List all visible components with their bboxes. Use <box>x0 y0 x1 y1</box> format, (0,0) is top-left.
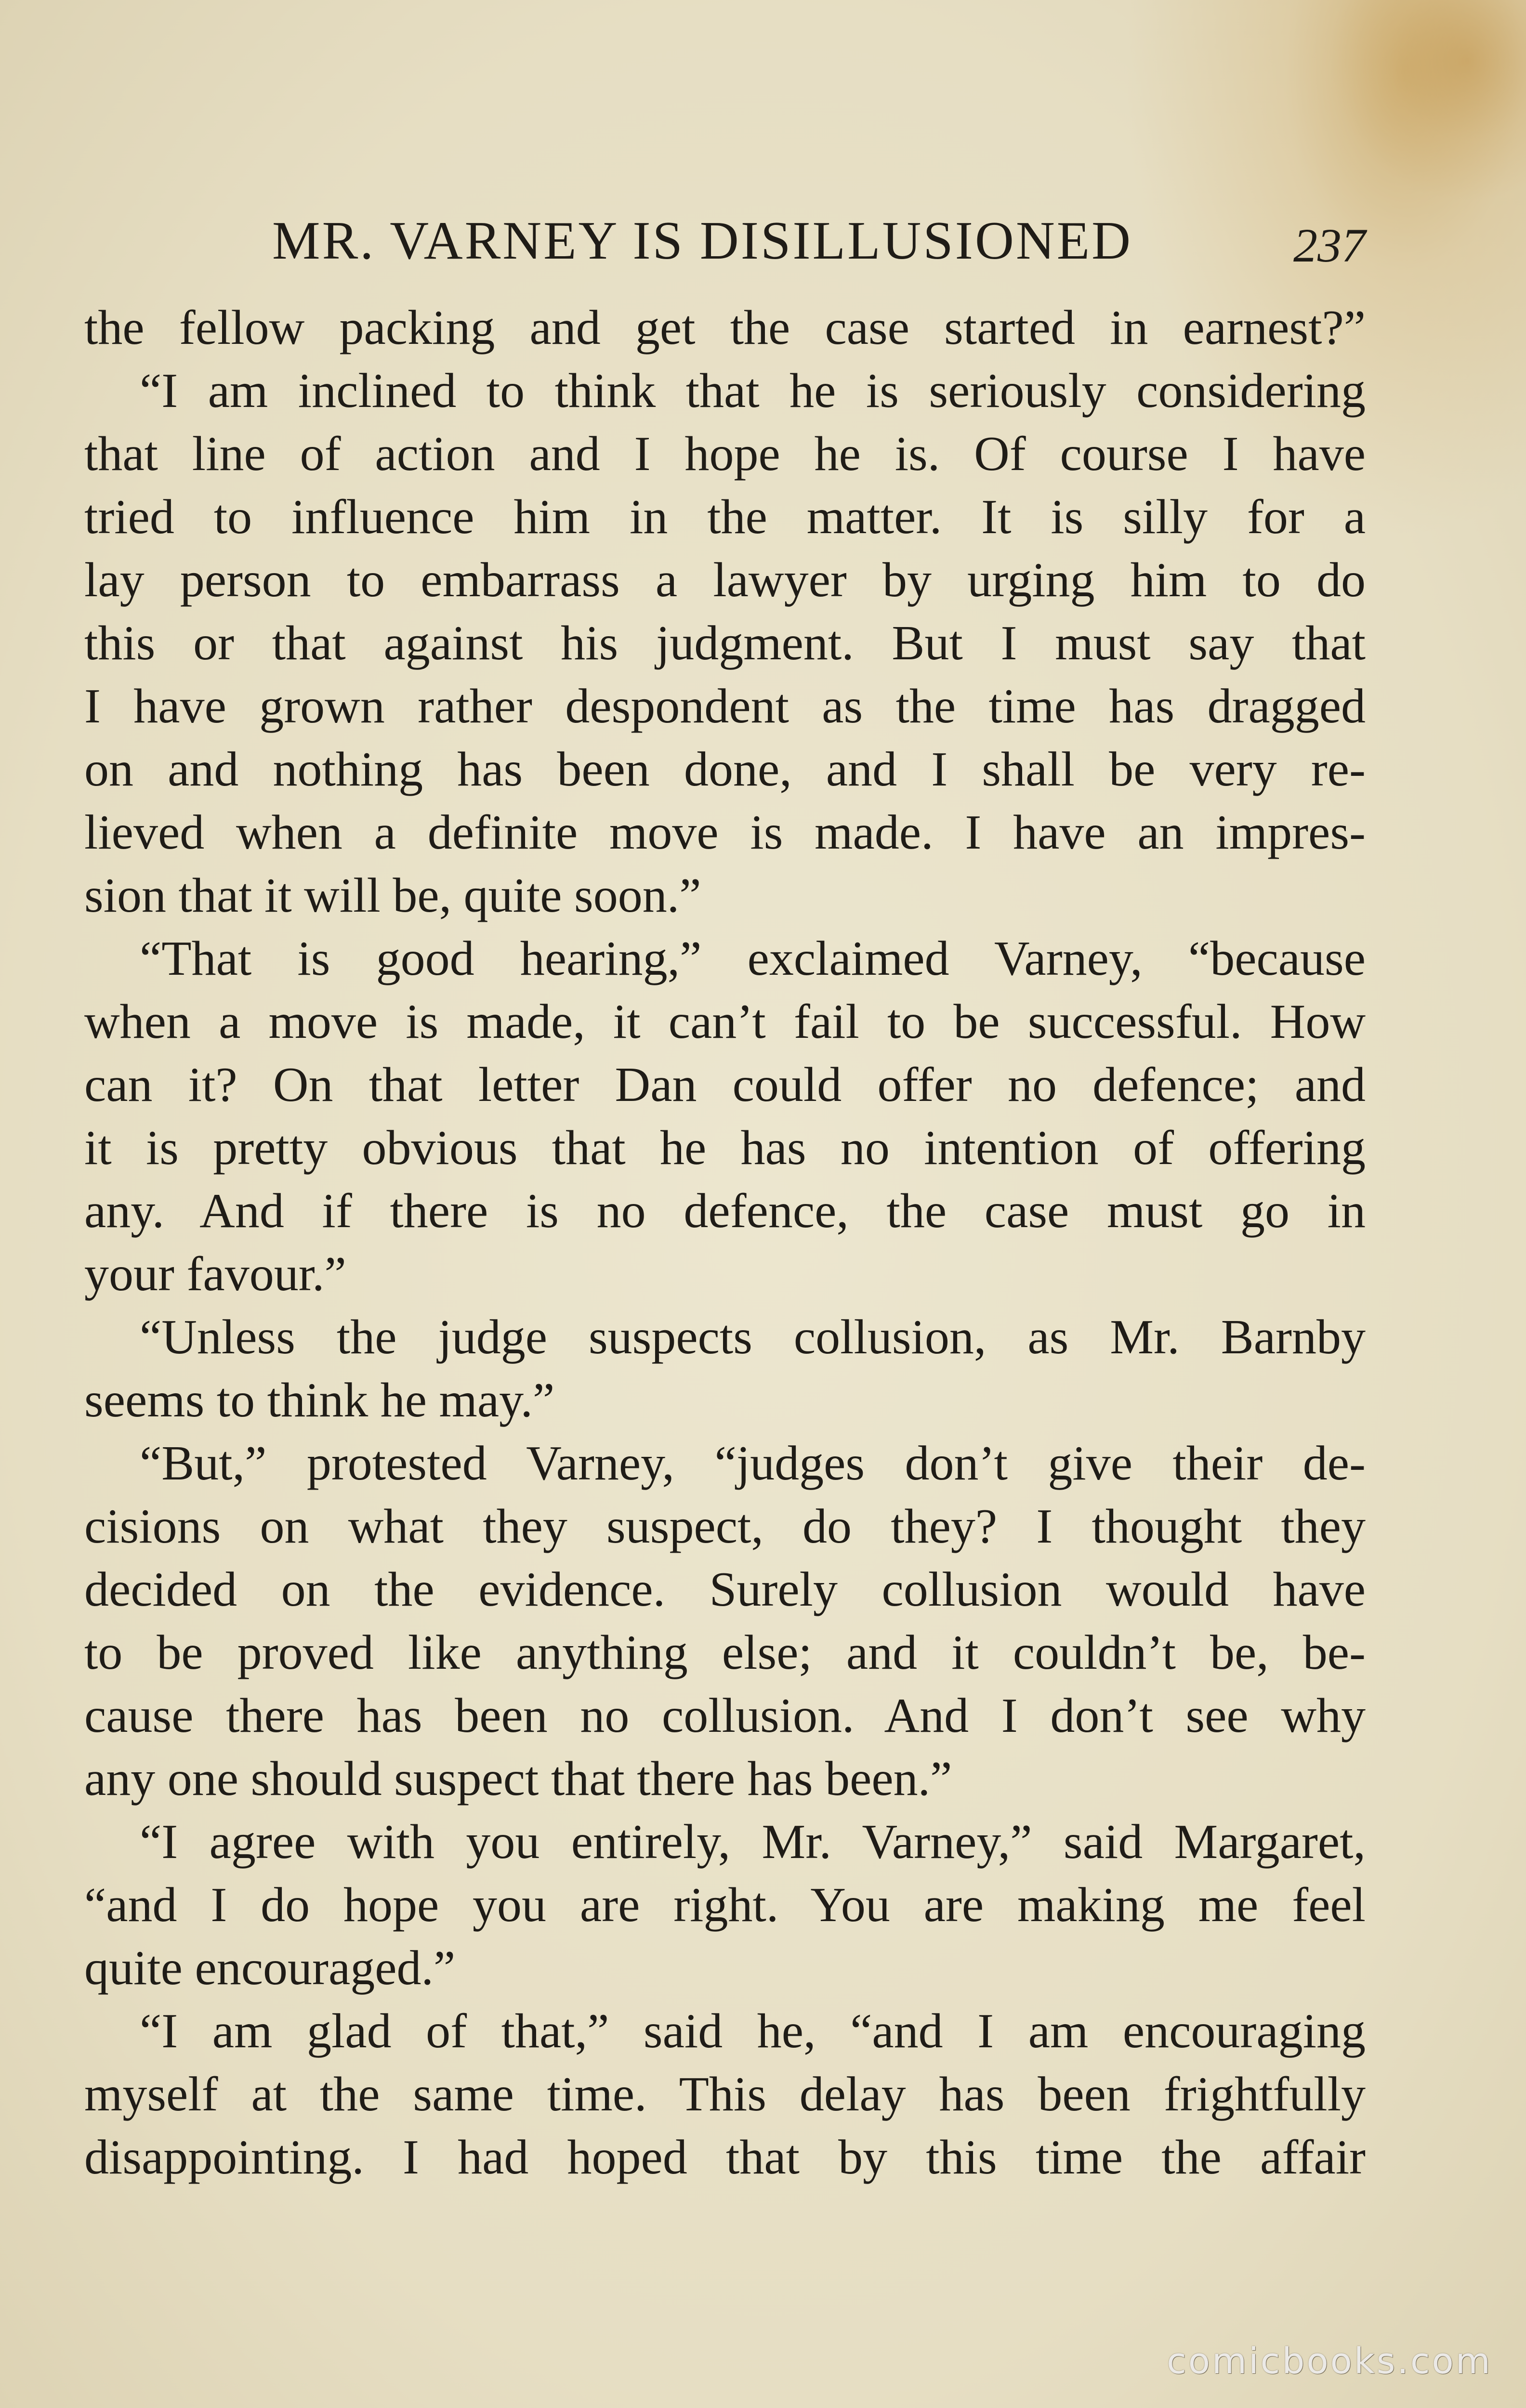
text-line: can it? On that letter Dan could offer no defence; and <box>84 1058 1366 1112</box>
text-line: to be proved like anything else; and it couldn’t be, be- <box>84 1625 1366 1680</box>
text-line: seems to think he may.” <box>84 1373 555 1427</box>
text-line: “Unless the judge suspects collusion, as Mr. Barnby <box>140 1310 1366 1364</box>
text-line: cause there has been no collusion. And I don’t see why <box>84 1688 1366 1743</box>
text-line: the fellow packing and get the case started in earnest?” <box>84 301 1366 355</box>
text-line: decided on the evidence. Surely collusion would have <box>84 1562 1366 1617</box>
running-head <box>84 207 1366 275</box>
text-line: “That is good hearing,” exclaimed Varney, “because <box>140 931 1366 986</box>
text-line: “I am glad of that,” said he, “and I am encouraging <box>140 2004 1366 2058</box>
text-line: lieved when a definite move is made. I have an impres- <box>84 805 1366 860</box>
text-line: your favour.” <box>84 1247 346 1301</box>
text-line: any. And if there is no defence, the case must go in <box>84 1184 1366 1238</box>
text-line: when a move is made, it can’t fail to be successful. How <box>84 995 1366 1049</box>
text-line: disappointing. I had hoped that by this time the affair <box>84 2130 1366 2185</box>
text-line: quite encouraged.” <box>84 1941 456 1995</box>
watermark: comicbooks.com <box>1167 2341 1492 2382</box>
text-line: it is pretty obvious that he has no intention of offering <box>84 1121 1366 1175</box>
page-number: 237 <box>1293 219 1366 272</box>
text-line: lay person to embarrass a lawyer by urging him to do <box>84 553 1366 607</box>
paper-stain <box>1329 0 1526 202</box>
text-line: I have grown rather despondent as the time has dragged <box>84 679 1366 733</box>
text-line: on and nothing has been done, and I shall be very re- <box>84 742 1366 797</box>
text-line: myself at the same time. This delay has been frightfully <box>84 2067 1366 2121</box>
text-line: tried to influence him in the matter. It is silly for a <box>84 490 1366 544</box>
text-line: “I agree with you entirely, Mr. Varney,” said Margaret, <box>140 1815 1366 1869</box>
text-line: cisions on what they suspect, do they? I thought they <box>84 1499 1366 1554</box>
text-line: this or that against his judgment. But I must say that <box>84 616 1366 670</box>
text-line: sion that it will be, quite soon.” <box>84 868 701 923</box>
text-line: “But,” protested Varney, “judges don’t give their de- <box>140 1436 1366 1491</box>
body-text <box>84 296 1366 2189</box>
text-line: any one should suspect that there has been.” <box>84 1752 952 1806</box>
text-line: that line of action and I hope he is. Of course I have <box>84 427 1366 481</box>
text-line: “and I do hope you are right. You are making me feel <box>84 1878 1366 1932</box>
text-line: “I am inclined to think that he is seriously considering <box>140 364 1366 418</box>
running-title: MR. VARNEY IS DISILLUSIONED <box>272 211 1133 271</box>
